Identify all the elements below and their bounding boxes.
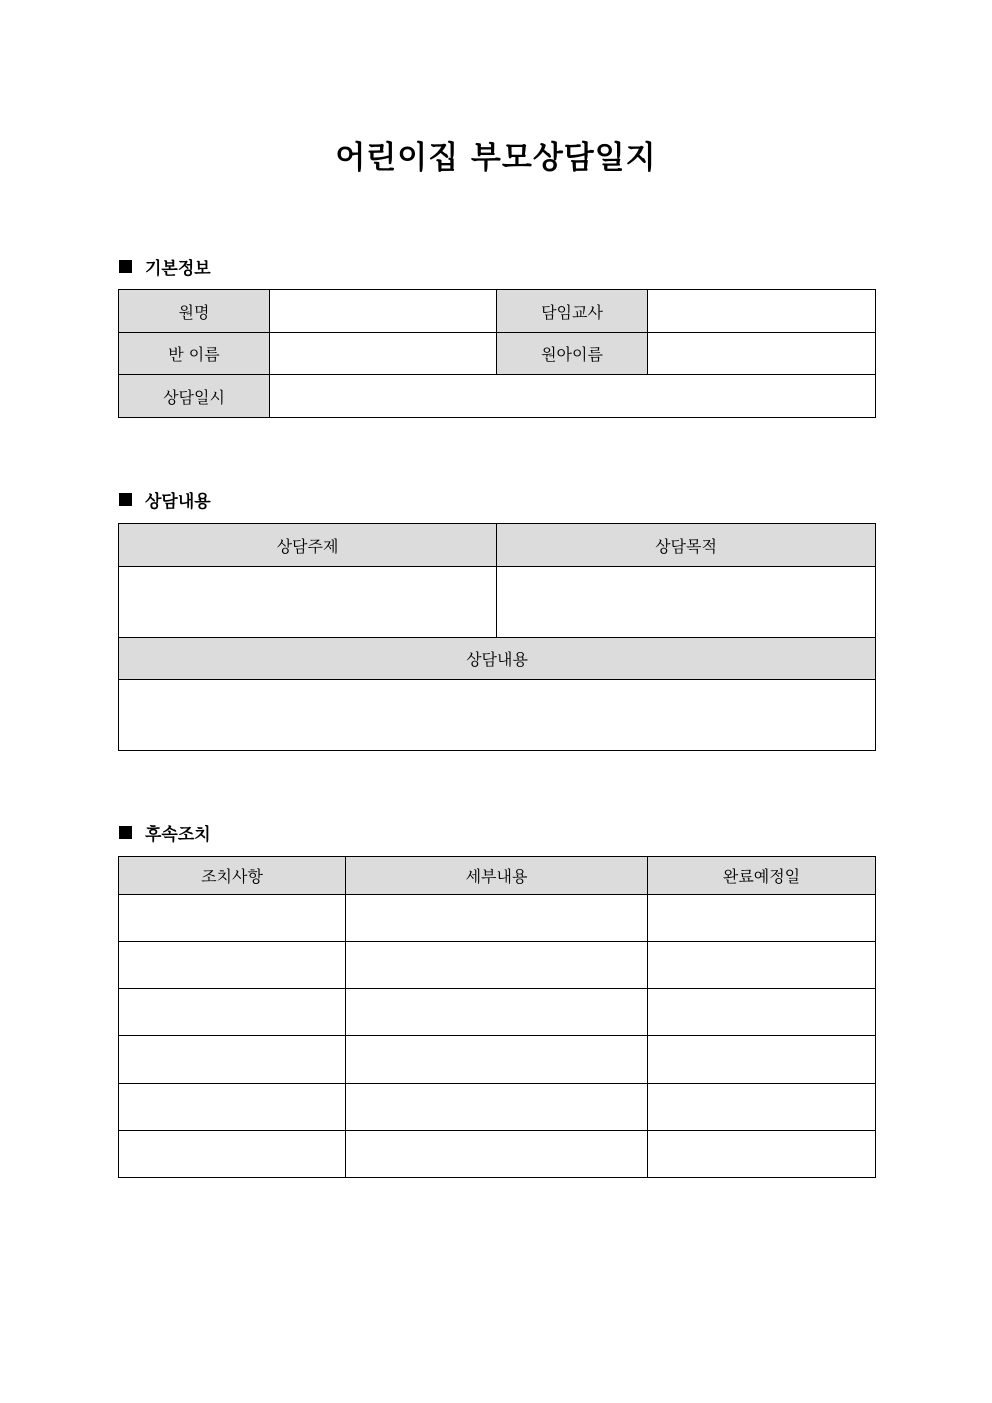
table-row	[119, 942, 876, 989]
content-label: 상담내용	[119, 638, 876, 680]
topic-label: 상담주제	[119, 524, 497, 567]
page-title: 어린이집 부모상담일지	[335, 140, 657, 176]
section-heading-label: 기본정보	[145, 259, 211, 279]
square-bullet-icon	[119, 826, 132, 839]
action-cell[interactable]	[119, 1084, 346, 1131]
details-cell[interactable]	[346, 895, 648, 942]
teacher-field[interactable]	[648, 290, 876, 333]
school-name-field[interactable]	[270, 290, 497, 333]
table-row	[119, 895, 876, 942]
purpose-field[interactable]	[497, 567, 876, 638]
topic-field[interactable]	[119, 567, 497, 638]
purpose-label: 상담목적	[497, 524, 876, 567]
due-date-cell[interactable]	[648, 895, 876, 942]
table-row	[119, 1131, 876, 1178]
basic-info-table	[118, 289, 876, 418]
consult-content-table	[118, 523, 876, 751]
square-bullet-icon	[119, 260, 132, 273]
square-bullet-icon	[119, 493, 132, 506]
table-row	[119, 1084, 876, 1131]
action-cell[interactable]	[119, 989, 346, 1036]
due-date-cell[interactable]	[648, 942, 876, 989]
section-heading-basic-info	[119, 254, 211, 279]
section-heading-consult-content	[119, 487, 211, 512]
column-header-details: 세부내용	[346, 857, 648, 895]
section-heading-label: 후속조치	[145, 825, 211, 845]
details-cell[interactable]	[346, 1084, 648, 1131]
consult-date-label: 상담일시	[119, 375, 270, 418]
child-name-field[interactable]	[648, 333, 876, 375]
due-date-cell[interactable]	[648, 1084, 876, 1131]
due-date-cell[interactable]	[648, 1036, 876, 1084]
due-date-cell[interactable]	[648, 1131, 876, 1178]
section-heading-label: 상담내용	[145, 492, 211, 512]
followup-table	[118, 856, 876, 1178]
section-heading-followup	[119, 820, 211, 845]
action-cell[interactable]	[119, 1036, 346, 1084]
consult-date-field[interactable]	[270, 375, 876, 418]
school-name-label: 원명	[119, 290, 270, 333]
details-cell[interactable]	[346, 942, 648, 989]
class-name-label: 반 이름	[119, 333, 270, 375]
column-header-action: 조치사항	[119, 857, 346, 895]
teacher-label: 담임교사	[497, 290, 648, 333]
details-cell[interactable]	[346, 1131, 648, 1178]
details-cell[interactable]	[346, 989, 648, 1036]
table-row	[119, 1036, 876, 1084]
child-name-label: 원아이름	[497, 333, 648, 375]
action-cell[interactable]	[119, 942, 346, 989]
table-row	[119, 989, 876, 1036]
action-cell[interactable]	[119, 1131, 346, 1178]
column-header-due-date: 완료예정일	[648, 857, 876, 895]
content-field[interactable]	[119, 680, 876, 751]
class-name-field[interactable]	[270, 333, 497, 375]
due-date-cell[interactable]	[648, 989, 876, 1036]
action-cell[interactable]	[119, 895, 346, 942]
details-cell[interactable]	[346, 1036, 648, 1084]
